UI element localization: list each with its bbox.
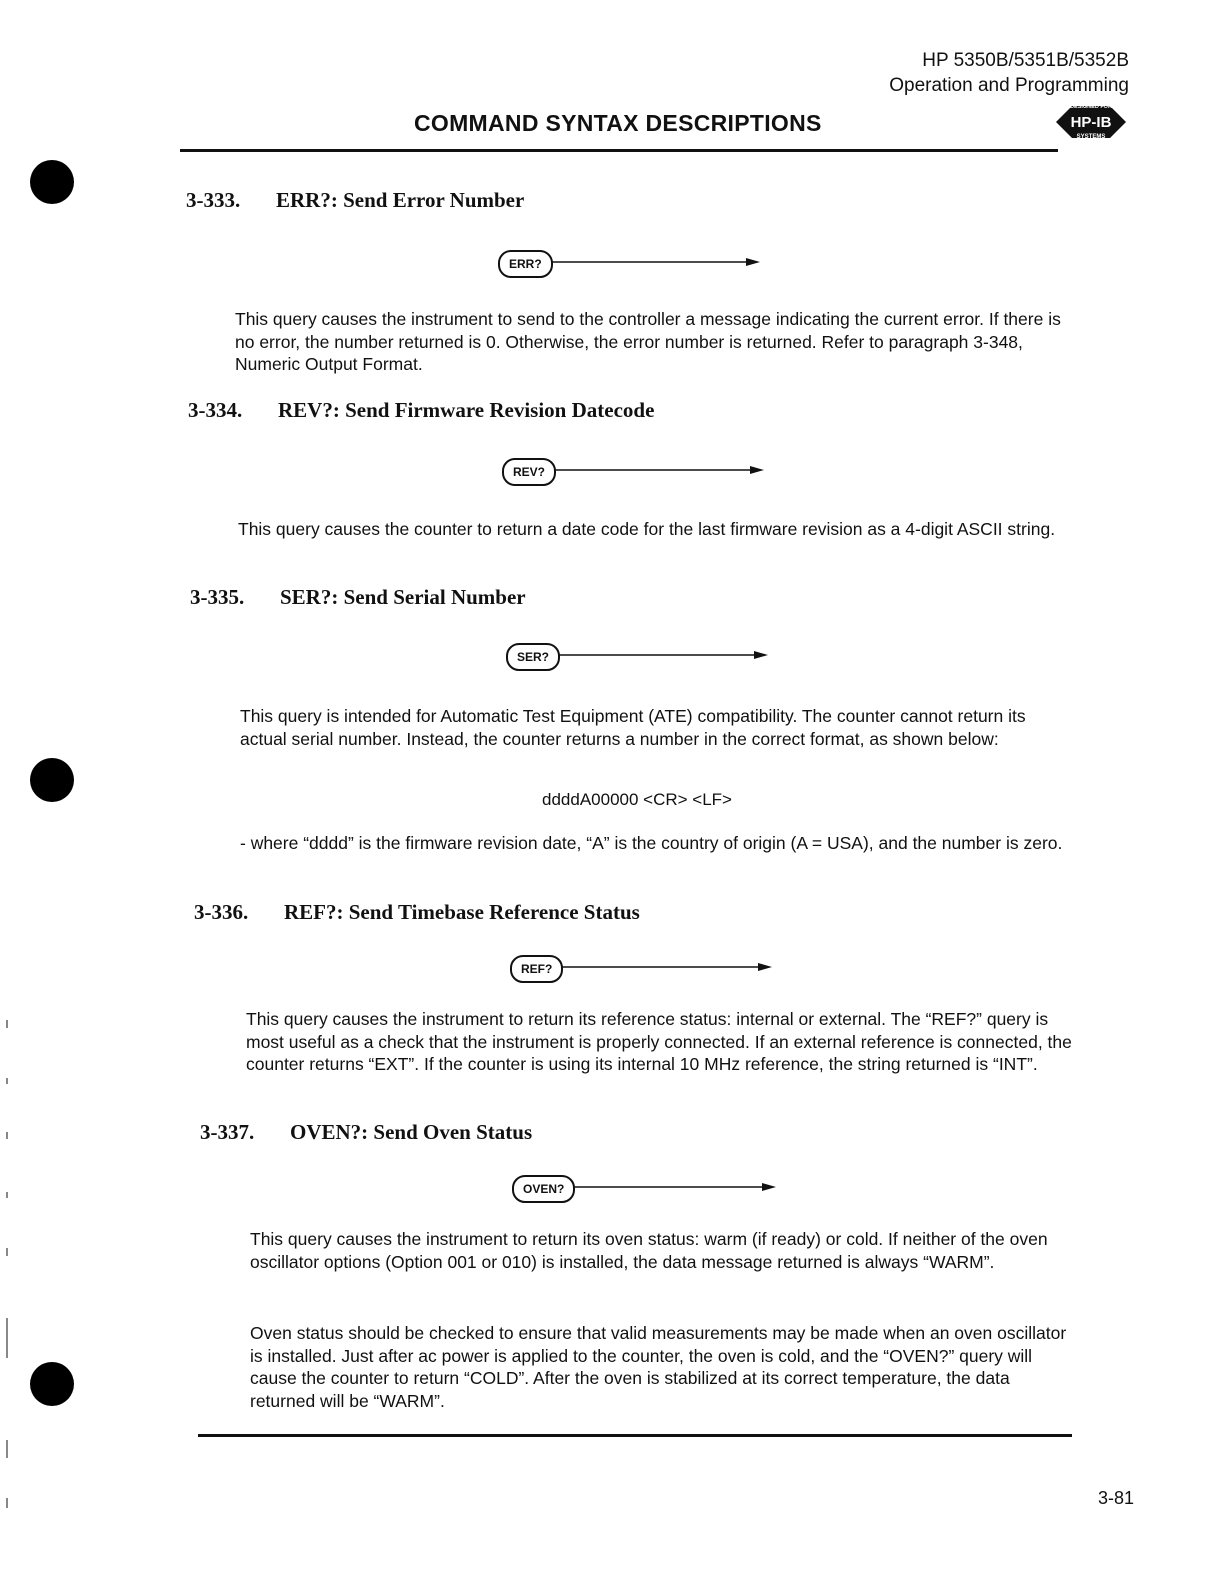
margin-tick [6, 1440, 8, 1458]
page-title: COMMAND SYNTAX DESCRIPTIONS [414, 110, 822, 136]
model-number: HP 5350B/5351B/5352B [922, 50, 1129, 71]
syntax-keyword: OVEN? [512, 1175, 575, 1203]
margin-tick [6, 1318, 8, 1358]
document-header [889, 48, 1129, 98]
margin-tick [6, 1192, 8, 1198]
section-heading [190, 585, 526, 610]
section-paragraph: This query causes the instrument to send to the controller a message indicating the current error. If there is no error, the number returned is 0. Otherwise, the error number is returned. Refer to paragraph 3-348, Numeric Output Format. [235, 309, 1061, 374]
margin-tick [6, 1248, 8, 1256]
manual-subtitle: Operation and Programming [889, 75, 1129, 96]
section-number: 3-333. [186, 188, 241, 212]
hp-ib-logo-icon [1052, 100, 1130, 144]
binder-hole-top [30, 160, 74, 204]
binder-hole-bottom [30, 1362, 74, 1406]
syntax-keyword: SER? [506, 643, 560, 671]
section-number: 3-334. [188, 398, 243, 422]
section-heading [188, 398, 654, 423]
syntax-diagram [510, 952, 780, 986]
serial-format-line: ddddA00000 <CR> <LF> [542, 790, 732, 809]
margin-tick [6, 1498, 8, 1508]
section-title: REF?: Send Timebase Reference Status [284, 900, 640, 924]
margin-tick [6, 1020, 8, 1028]
header-rule [180, 149, 1058, 152]
section-heading [194, 900, 640, 925]
section-paragraph: This query causes the instrument to return its oven status: warm (if ready) or cold. If neither of the oven oscillator options (Option 001 or 010) is installed, the data message returned is always “WARM”. [250, 1229, 1048, 1272]
logo-main-text: HP-IB [1070, 114, 1112, 131]
syntax-keyword: ERR? [498, 250, 553, 278]
logo-top-text: DESIGNED FOR [1070, 104, 1112, 110]
section-title: SER?: Send Serial Number [280, 585, 526, 609]
syntax-diagram [498, 247, 768, 281]
section-heading [200, 1120, 532, 1145]
section-heading [186, 188, 524, 213]
logo-bottom-text: SYSTEMS [1076, 134, 1106, 140]
binder-hole-middle [30, 758, 74, 802]
syntax-keyword: REV? [502, 458, 556, 486]
section-title: OVEN?: Send Oven Status [290, 1120, 533, 1144]
syntax-diagram [506, 640, 776, 674]
syntax-keyword: REF? [510, 955, 563, 983]
footer-rule [198, 1434, 1072, 1437]
section-number: 3-335. [190, 585, 245, 609]
syntax-diagram [502, 455, 772, 489]
section-paragraph: Oven status should be checked to ensure that valid measurements may be made when an oven oscillator is installed. Just after ac power is applied to the counter, the oven is cold, and the “OVEN?” query will cause the counter to return “COLD”. After the oven is stabilized at its correct temperature, the data returned will be “WARM”. [250, 1323, 1067, 1411]
section-paragraph: This query causes the counter to return a date code for the last firmware revision as a 4-digit ASCII string. [238, 519, 1056, 539]
syntax-diagram [512, 1172, 782, 1206]
section-title: REV?: Send Firmware Revision Datecode [278, 398, 655, 422]
section-number: 3-336. [194, 900, 249, 924]
section-number: 3-337. [200, 1120, 255, 1144]
section-paragraph: - where “dddd” is the firmware revision date, “A” is the country of origin (A = USA), and the number is zero. [240, 833, 1063, 853]
margin-tick [6, 1132, 8, 1139]
section-title: ERR?: Send Error Number [276, 188, 525, 212]
margin-tick [6, 1078, 8, 1084]
section-paragraph: This query is intended for Automatic Test Equipment (ATE) compatibility. The counter cannot return its actual serial number. Instead, the counter returns a number in the correct format, as shown below: [240, 706, 1026, 749]
page-number: 3-81 [1098, 1488, 1135, 1508]
section-paragraph: This query causes the instrument to return its reference status: internal or external. The “REF?” query is most useful as a check that the instrument is properly connected. If an external reference is connected, the counter returns “EXT”. If the counter is using its internal 10 MHz reference, the string returned is “INT”. [246, 1009, 1072, 1074]
